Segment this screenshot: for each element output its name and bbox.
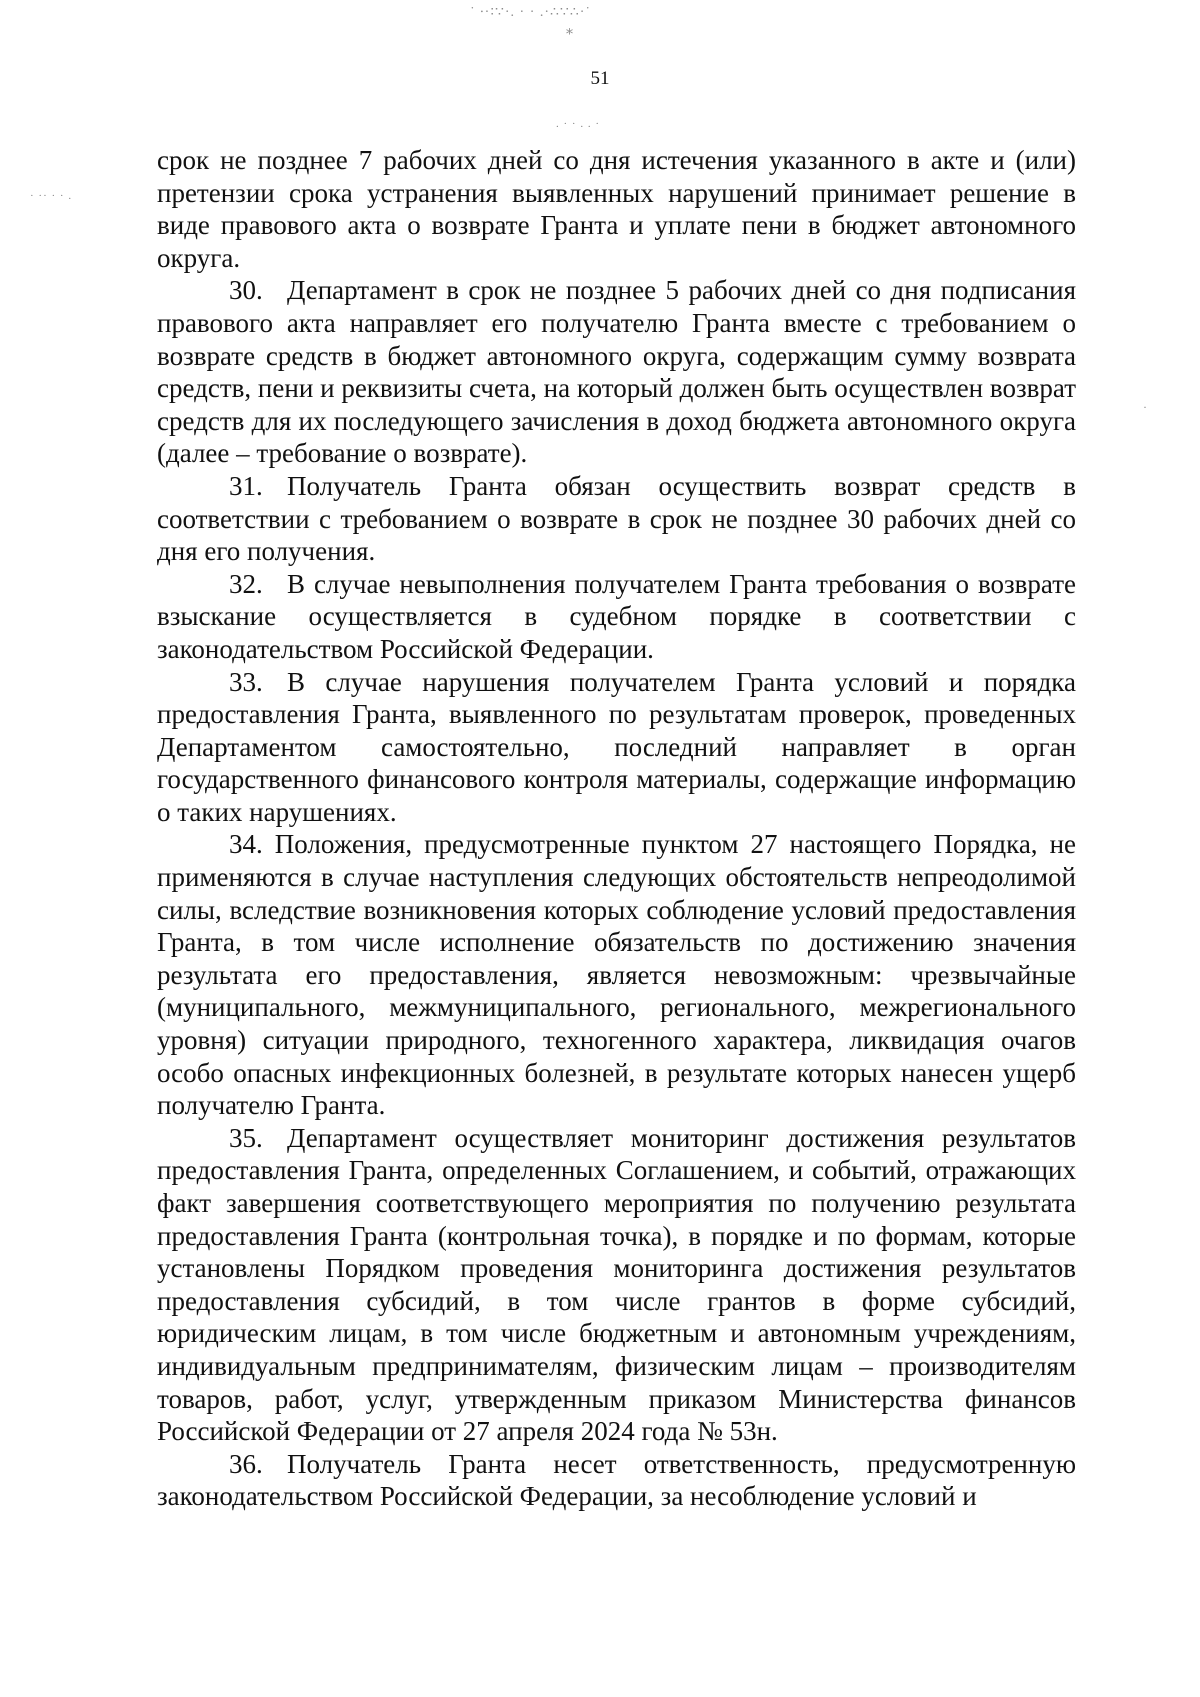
page-number: 51 (590, 68, 610, 89)
paragraph-text: В случае нарушения получателем Гранта условий и порядка предоставления Гранта, выявленного по результатам проверок, проведенных Департаментом самостоятельно, последний направляет в орган государственного финансового контроля материалы, содержащие информацию о таких нарушениях. (157, 666, 1076, 827)
paragraph-33 (157, 666, 1076, 829)
paragraph-number: 32. (229, 568, 263, 599)
paragraph-35 (157, 1122, 1076, 1448)
paragraph-number: 33. (229, 666, 263, 697)
paragraph-text: Получатель Гранта обязан осуществить возврат средств в соответствии с требованием о возврате в срок не позднее 30 рабочих дней со дня его получения. (157, 470, 1076, 567)
paragraph-32 (157, 568, 1076, 666)
paragraph-text: Департамент в срок не позднее 5 рабочих дней со дня подписания правового акта направляет его получателю Гранта вместе с требованием о возврате средств в бюджет автономного округа, содержащим сумму возврата средств, пени и реквизиты счета, на который должен быть осуществлен возврат средств для их последующего зачисления в доход бюджета автономного округа (далее – требование о возврате). (157, 275, 1076, 469)
paragraph-number: 30. (229, 275, 263, 306)
paragraph-text: Получатель Гранта несет ответственность, предусмотренную законодательством Российской Федерации, за несоблюдение условий и (157, 1448, 1076, 1512)
scan-artifact-mark: ⁎ (566, 23, 574, 38)
paragraph-text: В случае невыполнения получателем Гранта требования о возврате взыскание осуществляется в судебном порядке в соответствии с законодательством Российской Федерации. (157, 568, 1076, 664)
paragraph-number: 35. (229, 1122, 263, 1153)
scan-artifact-right-margin: · (1143, 400, 1148, 414)
paragraph-text: Департамент осуществляет мониторинг достижения результатов предоставления Гранта, определенных Соглашением, и событий, отражающих факт завершения соответствующего мероприятия по получению результата предоставления Гранта (контрольная точка), в порядке и по формам, которые установлены Порядком проведения мониторинга достижения результатов предоставления субсидий, в том числе грантов в форме субсидий, юридическим лицам, в том числе бюджетным и автономным учреждениям, индивидуальным предпринимателям, физическим лицам – производителям товаров, работ, услуг, утвержденным приказом Министерства финансов Российской Федерации от 27 апреля 2024 года № 53н. (157, 1122, 1076, 1447)
paragraph-36 (157, 1448, 1076, 1513)
scan-artifact-left-margin: · ·· · · . (30, 190, 73, 202)
paragraph-number: 34. (229, 829, 263, 860)
paragraph-30 (157, 274, 1076, 470)
paragraph-number: 36. (229, 1448, 263, 1479)
scan-artifact-top: ˙ ∙·∶∵·. · · .·∴∵∴·˙ (470, 5, 592, 20)
document-body (157, 144, 1076, 1513)
paragraph-number: 31. (229, 470, 263, 501)
scan-artifact-under-number: . · · . . · (556, 118, 600, 130)
continuation-paragraph: срок не позднее 7 рабочих дней со дня истечения указанного в акте и (или) претензии срока устранения выявленных нарушений принимает решение в виде правового акта о возврате Гранта и уплате пени в бюджет автономного округа. (157, 145, 1076, 273)
paragraph-text: Положения, предусмотренные пунктом 27 настоящего Порядка, не применяются в случае наступления следующих обстоятельств непреодолимой силы, вследствие возникновения которых соблюдение условий предоставления Гранта, в том числе исполнение обязательств по достижению значения результата его предоставления, является невозможным: чрезвычайные (муниципального, межмуниципального, регионального, межрегионального уровня) ситуации природного, техногенного характера, ликвидация очагов особо опасных инфекционных болезней, в результате которых нанесен ущерб получателю Гранта. (157, 829, 1077, 1121)
paragraph-31 (157, 470, 1076, 568)
paragraph-34 (157, 828, 1076, 1121)
